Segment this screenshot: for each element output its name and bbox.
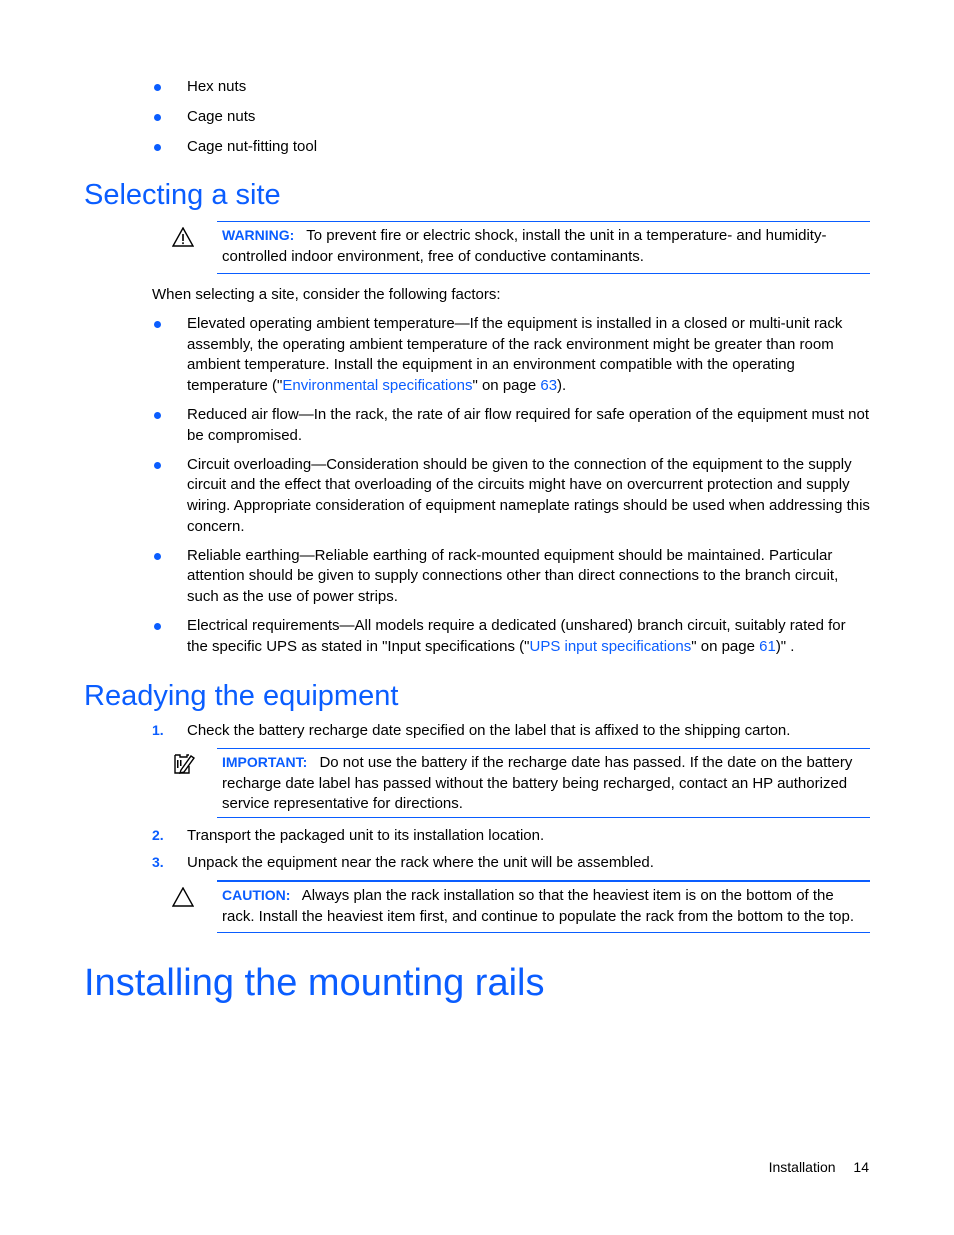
list-item: Elevated operating ambient temperature—If the equipment is installed in a closed or multi-unit rack assembly, the operating ambient temperature of the rack environment might be greater than room ambient temperature. Install the equipment in an environment compatible with the operating temperature ("Environmental specifications" on page 63). <box>152 314 870 396</box>
caution-note <box>217 880 870 933</box>
important-note <box>217 748 870 818</box>
caution-triangle-icon <box>172 887 194 912</box>
list-item: Circuit overloading—Consideration should be given to the connection of the equipment to the supply circuit and the effect that overloading of the circuits might have on overcurrent protection and supply wiring. Appropriate consideration of equipment nameplate ratings should be used when addressing this concern. <box>152 455 870 537</box>
warning-note <box>217 221 870 274</box>
warning-label: WARNING: <box>222 227 295 243</box>
important-note-icon <box>172 752 196 781</box>
warning-text: To prevent fire or electric shock, install the unit in a temperature- and humidity-controlled indoor environment, free of conductive contaminants. <box>222 227 827 265</box>
list-item: Cage nuts <box>152 107 870 128</box>
list-item: Hex nuts <box>152 77 870 98</box>
intro-paragraph: When selecting a site, consider the following factors: <box>152 286 501 303</box>
footer-section: Installation <box>768 1159 836 1175</box>
section-heading-readying-the-equipment: Readying the equipment <box>84 680 399 712</box>
step-2-text: Transport the packaged unit to its installation location. <box>187 827 545 844</box>
step-number: 3. <box>152 854 164 870</box>
environmental-specifications-link[interactable]: Environmental specifications <box>282 376 473 394</box>
warning-triangle-icon <box>172 227 194 252</box>
list-item: Cage nut-fitting tool <box>152 137 870 158</box>
page-footer <box>769 1159 869 1175</box>
list-item: Reduced air flow—In the rack, the rate of air flow required for safe operation of the equipment must not be compromised. <box>152 405 870 446</box>
page-63-link[interactable]: 63 <box>540 376 558 394</box>
footer-page-number: 14 <box>853 1159 869 1175</box>
site-factors-list <box>152 314 870 657</box>
section-heading-installing-the-mounting-rails: Installing the mounting rails <box>84 962 545 1004</box>
section-heading-selecting-a-site: Selecting a site <box>84 179 281 211</box>
ups-input-specifications-link[interactable]: UPS input specifications <box>529 637 692 655</box>
caution-text: Always plan the rack installation so that the heaviest item is on the bottom of the rack. Install the heaviest item first, and continue to populate the rack from the bottom to the top. <box>222 887 855 925</box>
step-number: 1. <box>152 722 164 738</box>
important-label: IMPORTANT: <box>222 754 308 770</box>
step-1-text: Check the battery recharge date specified on the label that is affixed to the shipping carton. <box>187 722 791 739</box>
important-text: Do not use the battery if the recharge date has passed. If the date on the battery recharge date label has passed without the battery being recharged, contact an HP authorized service representative for directions. <box>222 754 853 813</box>
step-3-text: Unpack the equipment near the rack where the unit will be assembled. <box>187 854 654 871</box>
caution-label: CAUTION: <box>222 887 291 903</box>
list-item: Reliable earthing—Reliable earthing of rack-mounted equipment should be maintained. Particular attention should be given to supply connections other than direct connections to the branch circuit, such as the use of power strips. <box>152 546 870 608</box>
page-61-link[interactable]: 61 <box>759 637 776 655</box>
parts-list <box>152 77 870 158</box>
list-item: Electrical requirements—All models require a dedicated (unshared) branch circuit, suitably rated for the specific UPS as stated in "Input specifications ("UPS input specifications" on page 61)" . <box>152 616 870 657</box>
step-number: 2. <box>152 827 164 843</box>
